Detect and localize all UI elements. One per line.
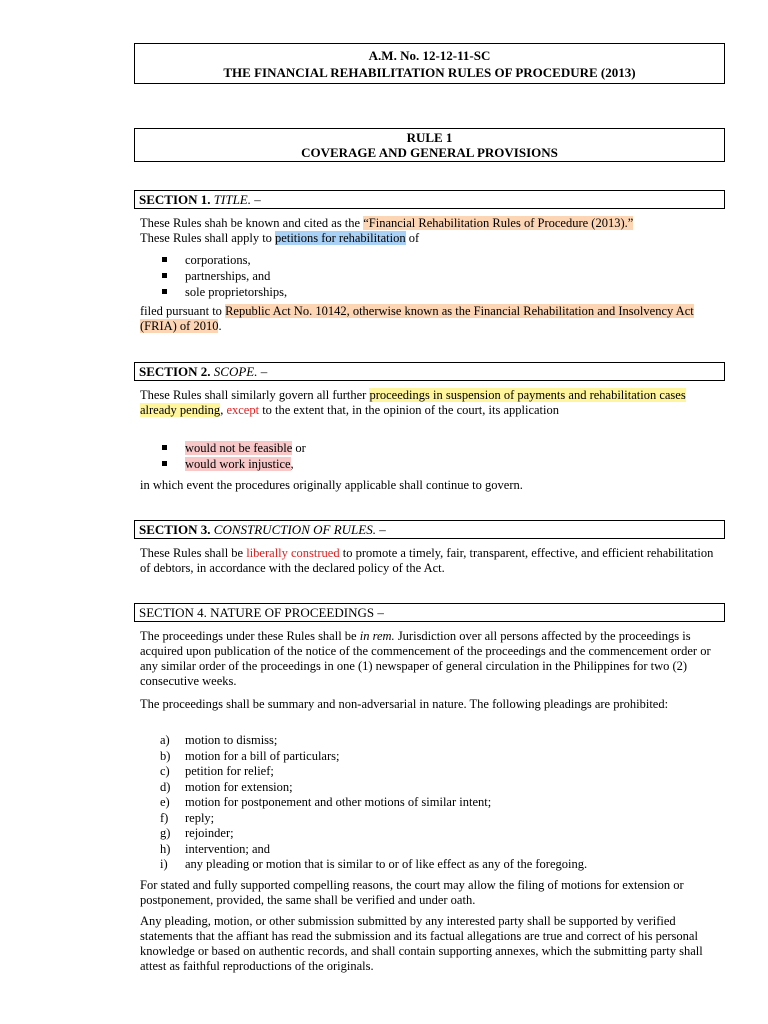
list-item (160, 780, 587, 796)
section-1-paragraph-1 (140, 216, 725, 246)
section-2-title: SCOPE. (213, 364, 258, 379)
list-item-text: motion for postponement and other motions of similar intent; (185, 795, 492, 809)
list-item (160, 456, 306, 472)
text-run: of (405, 231, 420, 245)
list-item-text: any pleading or motion that is similar to or of like effect as any of the foregoing. (185, 857, 588, 871)
list-item (160, 284, 287, 300)
list-item (160, 749, 587, 765)
section-3-paragraph-1 (140, 546, 725, 576)
bullet-square-icon (162, 461, 167, 466)
bullet-square-icon (162, 273, 167, 278)
list-letter: f) (160, 810, 169, 825)
section-2-paragraph-2: in which event the procedures originally applicable shall continue to govern. (140, 478, 523, 492)
prohibited-pleadings-list (160, 733, 587, 873)
list-letter: h) (160, 841, 171, 856)
list-item-text: partnerships, and (185, 269, 271, 283)
section-1-title: TITLE. (213, 192, 251, 207)
list-letter: e) (160, 795, 170, 809)
italic-in-rem: in rem. (359, 629, 395, 643)
rule-title: COVERAGE AND GENERAL PROVISIONS (301, 145, 558, 160)
section-4-title: SECTION 4. NATURE OF PROCEEDINGS – (139, 605, 384, 620)
section-1-bullet-list (160, 252, 287, 300)
text-run: Jurisdiction over all persons affected by the proceedings is acquired upon publication of the notice of the commencement of the proceedings and the commencement order or any similar order of the proceedings in one (1) newspaper of general circulation in the Philippines for two (2) consecutive weeks. (140, 629, 711, 688)
highlight-not-feasible: would not be feasible (185, 441, 293, 455)
list-item-text: rejoinder; (185, 826, 234, 840)
list-letter: b) (160, 748, 171, 763)
list-item (160, 842, 587, 858)
list-item (160, 252, 287, 268)
section-2-label: SECTION 2. (139, 364, 211, 379)
list-item (160, 764, 587, 780)
highlight-injustice: would work injustice (185, 457, 291, 471)
list-letter: i) (160, 857, 168, 871)
section-2-paragraph-1 (140, 388, 725, 418)
text-run: to the extent that, in the opinion of the court, its application (259, 403, 559, 417)
list-item (160, 733, 587, 749)
list-item (160, 826, 587, 842)
highlight-proceedings: proceedings in suspension of payments and rehabilitation cases already pending (140, 388, 686, 417)
section-3-title: CONSTRUCTION OF RULES. (213, 522, 376, 537)
list-item-text: motion to dismiss; (185, 733, 278, 747)
text-run: to promote a timely, fair, transparent, effective, and efficient rehabilitation of debtors, in accordance with the declared policy of the Act. (140, 546, 714, 575)
list-item-text: petition for relief; (185, 764, 274, 778)
list-item-text: , (290, 457, 294, 471)
red-except: except (226, 403, 260, 417)
section-3-label: SECTION 3. (139, 522, 211, 537)
list-item (160, 811, 587, 827)
text-run: The proceedings under these Rules shall be (140, 629, 360, 643)
bullet-square-icon (162, 445, 167, 450)
list-item (160, 440, 306, 456)
red-liberally-construed: liberally construed (246, 546, 340, 560)
section-2-dash: – (257, 364, 268, 379)
list-item (160, 857, 587, 873)
document-number: A.M. No. 12-12-11-SC (368, 48, 491, 63)
list-item-text: reply; (185, 810, 215, 825)
section-4-paragraph-1 (140, 629, 725, 689)
list-item-text: corporations, (185, 253, 251, 267)
section-4-heading (134, 603, 725, 622)
highlight-rules-title: “Financial Rehabilitation Rules of Procedure (2013).” (363, 216, 634, 230)
text-run: These Rules shall apply to (140, 231, 276, 245)
rule-number: RULE 1 (406, 130, 453, 145)
list-letter: g) (160, 826, 171, 840)
text-run: These Rules shall similarly govern all further (140, 388, 370, 402)
list-item-text: sole proprietorships, (185, 285, 288, 299)
text-run: These Rules shall be (140, 546, 247, 560)
rule-heading-box (134, 128, 725, 162)
section-3-dash: – (375, 522, 386, 537)
list-item (160, 795, 587, 811)
document-title: THE FINANCIAL REHABILITATION RULES OF PROCEDURE (2013) (223, 65, 636, 80)
section-4-paragraph-4: Any pleading, motion, or other submission submitted by any interested party shall be supported by verified statements that the affiant has read the submission and its factual allegations are true and correct of his personal knowledge or based on authentic records, and shall contain supporting annexes, which the submitting party shall attest as faithful reproductions of the originals. (140, 914, 703, 973)
list-letter: c) (160, 764, 170, 778)
list-item-text: motion for extension; (185, 779, 293, 794)
document-title-box (134, 43, 725, 84)
highlight-republic-act: Republic Act No. 10142, otherwise known as the Financial Rehabilitation and Insolvency Act (FRIA) of 2010 (140, 304, 694, 333)
section-1-dash: – (251, 192, 261, 207)
list-item-text: motion for a bill of particulars; (185, 748, 340, 763)
list-item-text: or (292, 441, 306, 455)
list-item (160, 268, 287, 284)
section-4-paragraph-2: The proceedings shall be summary and non-adversarial in nature. The following pleadings are prohibited: (140, 697, 669, 711)
section-3-heading (134, 520, 725, 539)
text-run: , (220, 403, 227, 417)
list-letter: d) (160, 779, 171, 794)
text-run: filed pursuant to (140, 304, 226, 318)
bullet-square-icon (162, 289, 167, 294)
text-run: These Rules shah be known and cited as the (140, 216, 364, 230)
section-2-heading (134, 362, 725, 381)
section-1-label: SECTION 1. (139, 192, 211, 207)
section-1-heading (134, 190, 725, 209)
highlight-petitions: petitions for rehabilitation (275, 231, 406, 245)
section-4-paragraph-3: For stated and fully supported compelling reasons, the court may allow the filing of motions for extension or postponement, provided, the same shall be verified and under oath. (140, 878, 684, 907)
text-run: . (218, 319, 222, 333)
list-item-text: intervention; and (185, 841, 271, 856)
section-1-paragraph-2 (140, 304, 725, 334)
list-letter: a) (160, 733, 170, 747)
section-2-bullet-list (160, 440, 306, 472)
bullet-square-icon (162, 257, 167, 262)
